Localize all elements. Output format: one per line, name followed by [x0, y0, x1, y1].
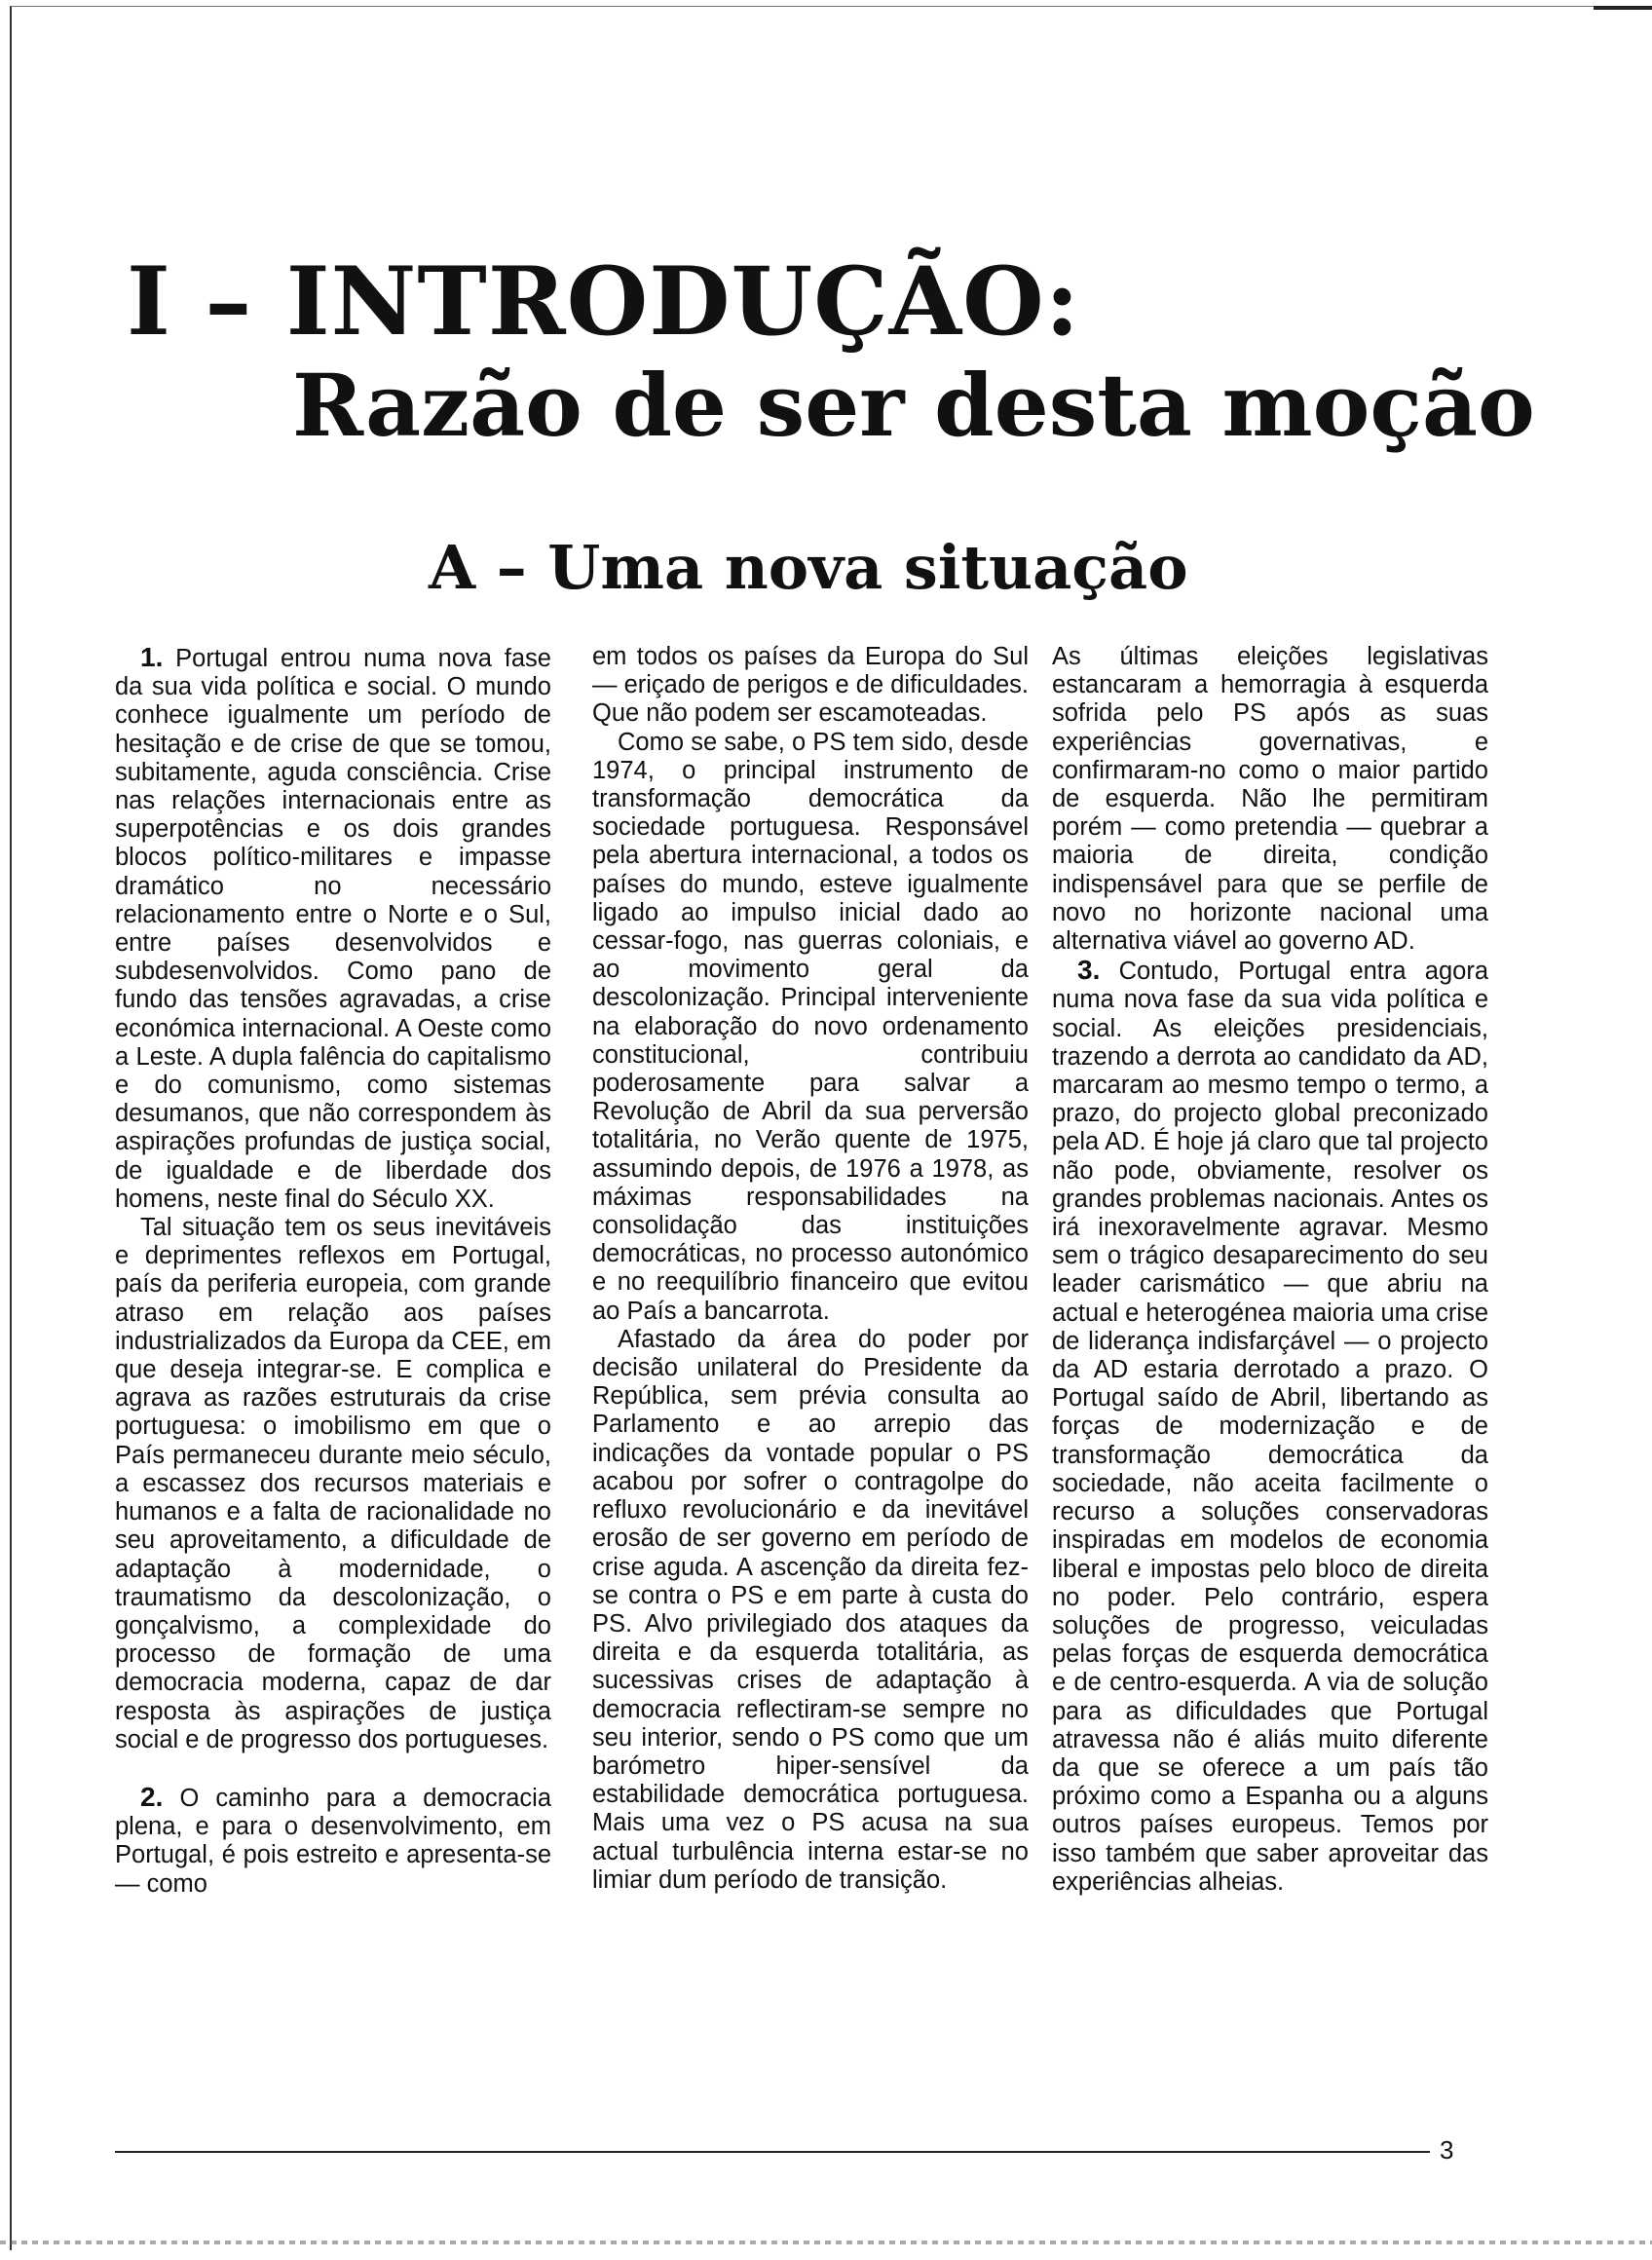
- paragraph-text: Portugal entrou numa nova fase da sua vida política e social. O mundo conhece igualmente um período de hesitação e de crise de que se tomou, subitamente, aguda consciência. Crise nas relações internacionais entre as superpotências e os dois grandes blocos político-militares e impasse dramático no necessário relacionamento entre o Norte e o Sul, entre países desenvolvidos e subdesenvolvidos. Como pano de fundo das tensões agravadas, a crise económica internacional. A Oeste como a Leste. A dupla falência do capitalismo e do comunismo, como sistemas desumanos, que não correspondem às aspirações profundas de justiça social, de igualdade e de liberdade dos homens, neste final do Século XX.: [115, 645, 551, 1213]
- paragraph: [1052, 956, 1488, 1897]
- column-3: [1052, 643, 1488, 2143]
- paragraph-text: Tal situação tem os seus inevitáveis e deprimentes reflexos em Portugal, país da periferia europeia, com grande atraso em relação aos países industrializados da Europa da CEE, em que deseja integrar-se. E complica e agrava as razões estruturais da crise portuguesa: o imobilismo em que o País permaneceu durante meio século, a escassez dos recursos materiais e humanos e a falta de racionalidade no seu aproveitamento, a dificuldade de adaptação à modernidade, o traumatismo da descolonização, o gonçalvismo, a complexidade do processo de formação de uma democracia moderna, capaz de dar resposta às aspirações de justiça social e de progresso dos portugueses.: [115, 1214, 551, 1753]
- paragraph-number: 2.: [140, 1781, 164, 1812]
- page-number: 3: [1440, 2135, 1454, 2165]
- footer-rule: [115, 2151, 1430, 2153]
- chapter-title: I – INTRODUÇÃO:: [127, 246, 1081, 357]
- paragraph-text: As últimas eleições legislativas estancaram a hemorragia à esquerda sofrida pelo PS após as suas experiências governativas, e confirmaram-no como o maior partido de esquerda. Não lhe permitiram porém — como pretendia — quebrar a maioria de direita, condição indispensável para que se perfile de novo no horizonte nacional uma alternativa viável ao governo AD.: [1052, 643, 1488, 956]
- column-1: [115, 643, 551, 2143]
- chapter-subtitle: Razão de ser desta moção: [292, 355, 1535, 456]
- text-columns: [115, 643, 1488, 2143]
- paragraph: [592, 729, 1029, 1326]
- scan-edge: [0, 2241, 1652, 2244]
- paragraph-text: O caminho para a democracia plena, e para o desenvolvimento, em Portugal, é pois estreito e apresenta-se — como: [115, 1784, 551, 1898]
- paragraph: [115, 643, 551, 1214]
- column-2: [592, 643, 1029, 2143]
- paragraph-number: 1.: [140, 643, 164, 672]
- paragraph-text: Contudo, Portugal entra agora numa nova fase da sua vida política e social. As eleições presidenciais, trazendo a derrota ao candidato da AD, marcaram ao mesmo tempo o termo, a prazo, do projecto global preconizado pela AD. É hoje já claro que tal projecto não pode, obviamente, resolver os grandes problemas nacionais. Antes os irá inexoravelmente agravar. Mesmo sem o trágico desaparecimento do seu leader carismático — que abriu na actual e heterogénea maioria uma crise de liderança indisfarçável — o projecto da AD estaria derrotado a prazo. O Portugal saído de Abril, libertando as forças de modernização e de transformação democrática da sociedade, não aceita facilmente o recurso a soluções conservadoras inspiradas em modelos de economia liberal e impostas pelo bloco de direita no poder. Pelo contrário, espera soluções de progresso, veiculadas pelas forças de esquerda democrática e de centro-esquerda. A via de solução para as dificuldades que Portugal atravessa não é aliás muito diferente da que se oferece a um país tão próximo como a Espanha ou a alguns outros países europeus. Temos por isso também que saber aproveitar das experiências alheias.: [1052, 958, 1488, 1896]
- section-title: A – Uma nova situação: [429, 532, 1188, 603]
- paragraph: [592, 1326, 1029, 1895]
- paragraph-text: em todos os países da Europa do Sul — eriçado de perigos e de dificuldades. Que não podem ser escamoteadas.: [592, 643, 1029, 728]
- paragraph: [1052, 643, 1488, 956]
- paragraph: [115, 1214, 551, 1754]
- paragraph-number: 3.: [1077, 955, 1101, 986]
- paragraph: [115, 1783, 551, 1899]
- paragraph: [592, 643, 1029, 729]
- paragraph-text: Como se sabe, o PS tem sido, desde 1974, o principal instrumento de transformação democrática da sociedade portuguesa. Responsável pela abertura internacional, a todos os países do mundo, esteve igualmente ligado ao impulso inicial dado ao cessar-fogo, nas guerras coloniais, e ao movimento geral da descolonização. Principal interveniente na elaboração do novo ordenamento constitucional, contribuiu poderosamente para salvar a Revolução de Abril da sua perversão totalitária, no Verão quente de 1975, assumindo depois, de 1976 a 1978, as máximas responsabilidades na consolidação das instituições democráticas, no processo autonómico e no reequilíbrio financeiro que evitou ao País a bancarrota.: [592, 728, 1029, 1325]
- top-rule: [1594, 6, 1652, 10]
- paragraph-text: Afastado da área do poder por decisão unilateral do Presidente da República, sem prévia consulta ao Parlamento e ao arrepio das indicações da vontade popular o PS acabou por sofrer o contragolpe do refluxo revolucionário e da inevitável erosão de ser governo em período de crise aguda. A ascenção da direita fez-se contra o PS e em parte à custa do PS. Alvo privilegiado dos ataques da direita e da esquerda totalitária, as sucessivas crises de adaptação à democracia reflectiram-se sempre no seu interior, sendo o PS como que um barómetro hiper-sensível da estabilidade democrática portuguesa. Mais uma vez o PS acusa na sua actual turbulência interna estar-se no limiar dum período de transição.: [592, 1325, 1029, 1894]
